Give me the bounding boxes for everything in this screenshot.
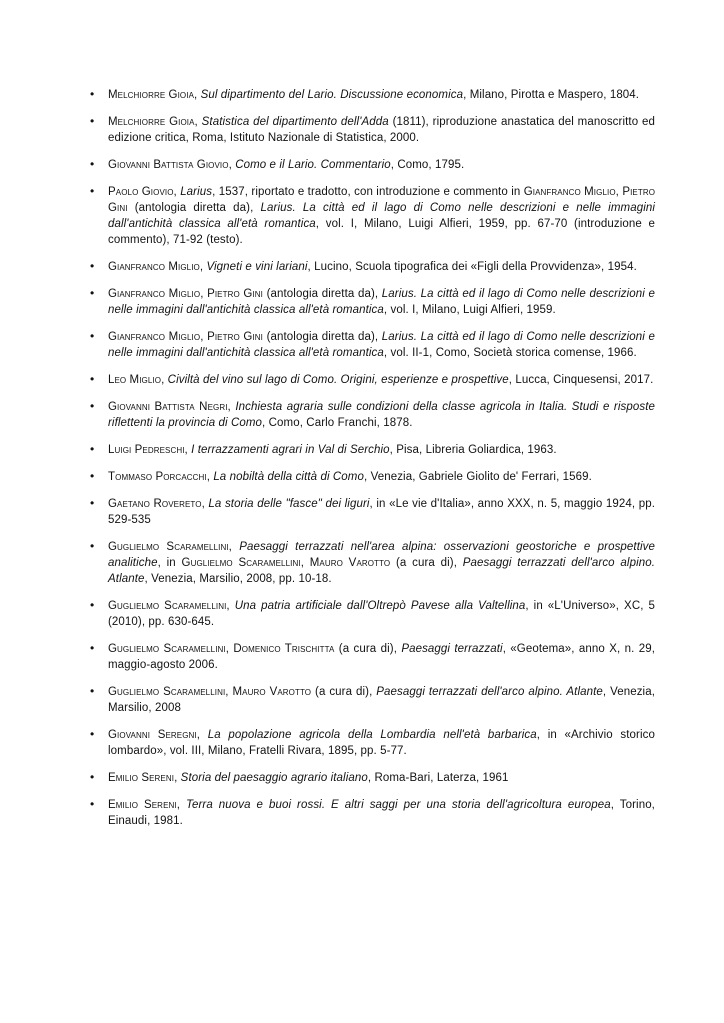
entry-detail: , — [184, 444, 192, 456]
bullet-icon: • — [90, 286, 95, 300]
author-name: Guglielmo Scaramellini — [108, 541, 229, 553]
bullet-icon: • — [90, 114, 95, 128]
entry-detail: , Como, Carlo Franchi, 1878. — [262, 417, 413, 429]
work-title: Inchiesta agraria sulle condizioni della classe agricola in Italia. Studi e risposte riflettenti la provincia di Como — [108, 401, 655, 429]
entry-detail: (antologia diretta da), — [262, 331, 382, 343]
author-name: Luigi Pedreschi — [108, 444, 185, 456]
entry-detail: , Torino, Einaudi, 1981. — [108, 799, 655, 827]
entry-detail: , — [200, 331, 208, 343]
author-name: Giovanni Battista Negri — [108, 401, 228, 413]
entry-text — [108, 288, 655, 316]
bibliography-entry — [89, 286, 655, 318]
author-name: Domenico Trischitta — [233, 643, 335, 655]
bullet-icon: • — [90, 87, 95, 101]
entry-detail: , Como, 1795. — [390, 159, 465, 171]
author-name: Guglielmo Scaramellini — [108, 643, 226, 655]
work-title: Como e il Lario. Commentario — [235, 159, 391, 171]
entry-text — [108, 772, 509, 784]
entry-text — [108, 374, 653, 386]
entry-detail: , Venezia, Marsilio, 2008 — [108, 686, 655, 714]
author-name: Gaetano Rovereto — [108, 498, 202, 510]
bullet-icon: • — [90, 496, 95, 510]
work-title: Una patria artificiale dall'Oltrepò Pavese alla Valtellina — [234, 600, 526, 612]
entry-detail: , vol. II-1, Como, Società storica comense, 1966. — [383, 347, 637, 359]
bullet-icon: • — [90, 770, 95, 784]
work-title: Statistica del dipartimento dell'Adda — [201, 116, 389, 128]
bullet-icon: • — [90, 598, 95, 612]
entry-detail: , — [225, 643, 234, 655]
entry-detail: , — [161, 374, 168, 386]
entry-detail: , — [174, 772, 181, 784]
bibliography-entry — [89, 539, 655, 587]
bibliography-entry — [89, 797, 655, 829]
entry-detail: , — [227, 401, 236, 413]
bullet-icon: • — [90, 727, 95, 741]
entry-detail: , in «Le vie d'Italia», anno XXX, n. 5, maggio 1924, pp. 529-535 — [108, 498, 655, 526]
entry-detail: (a cura di), — [311, 686, 377, 698]
entry-detail: , in «Archivio storico lombardo», vol. III, Milano, Fratelli Rivara, 1895, pp. 5-77. — [108, 729, 655, 757]
work-title: Larius. La città ed il lago di Como nelle descrizioni e nelle immagini dall'antichità classica all'età romantica — [108, 288, 655, 316]
author-name: Tommaso Porcacchi — [108, 471, 207, 483]
work-title: La nobiltà della città di Como — [213, 471, 364, 483]
entry-detail: , — [173, 186, 181, 198]
entry-detail: , — [228, 159, 236, 171]
entry-detail: (1811), riproduzione anastatica del manoscritto ed edizione critica, Roma, Istituto Nazionale di Statistica, 2000. — [108, 116, 656, 144]
entry-text — [108, 799, 655, 827]
entry-text — [108, 401, 655, 429]
entry-text — [108, 159, 464, 171]
author-name: Leo Miglio — [108, 374, 162, 386]
author-name: Gianfranco Miglio — [108, 261, 200, 273]
author-name: Gianfranco Miglio — [108, 288, 201, 300]
bibliography-entry — [89, 87, 655, 103]
bullet-icon: • — [90, 641, 95, 655]
bibliography-entry — [89, 770, 655, 786]
bullet-icon: • — [90, 539, 95, 553]
author-name: Guglielmo Scaramellini — [108, 600, 227, 612]
entry-detail: , — [196, 729, 208, 741]
bullet-icon: • — [90, 259, 95, 273]
entry-text — [108, 89, 639, 101]
entry-detail: , Venezia, Marsilio, 2008, pp. 10-18. — [144, 573, 332, 585]
author-name: Melchiorre Gioia — [108, 116, 195, 128]
work-title: Paesaggi terrazzati nell'area alpina: osservazioni geostoriche e prospettive analitiche — [108, 541, 656, 569]
bullet-icon: • — [90, 157, 95, 171]
bibliography-entry — [89, 598, 655, 630]
entry-detail: (antologia diretta da), — [262, 288, 382, 300]
entry-text — [108, 643, 655, 671]
bibliography-entry — [89, 496, 655, 528]
entry-detail: , — [226, 600, 235, 612]
entry-text — [108, 186, 655, 246]
entry-detail: , — [206, 471, 214, 483]
entry-detail: , — [200, 288, 208, 300]
bibliography-entry — [89, 399, 655, 431]
entry-detail: , — [615, 186, 623, 198]
author-name: Guglielmo Scaramellini — [181, 557, 301, 569]
author-name: Pietro Gini — [108, 186, 656, 214]
entry-detail: , vol. I, Milano, Luigi Alfieri, 1959, pp. 67-70 (introduzione e commento), 71-92 (testo). — [108, 218, 656, 246]
author-name: Emilio Sereni — [108, 772, 175, 784]
entry-detail: (a cura di), — [334, 643, 402, 655]
bullet-icon: • — [90, 372, 95, 386]
bibliography-entry — [89, 329, 655, 361]
entry-detail: , Venezia, Gabriele Giolito de' Ferrari, 1569. — [363, 471, 592, 483]
entry-detail: , Lucino, Scuola tipografica dei «Figli della Provvidenza», 1954. — [307, 261, 637, 273]
bibliography-entry — [89, 442, 655, 458]
author-name: Gianfranco Miglio — [108, 331, 201, 343]
entry-detail: , Roma-Bari, Laterza, 1961 — [367, 772, 509, 784]
bibliography-entry — [89, 684, 655, 716]
entry-detail: , 1537, riportato e tradotto, con introduzione e commento in — [212, 186, 524, 198]
entry-text — [108, 444, 557, 456]
work-title: Larius — [180, 186, 213, 198]
entry-text — [108, 471, 592, 483]
entry-detail: , — [228, 541, 240, 553]
bullet-icon: • — [90, 469, 95, 483]
author-name: Emilio Sereni — [108, 799, 177, 811]
entry-text — [108, 116, 655, 144]
entry-detail: , — [225, 686, 233, 698]
author-name: Pietro Gini — [207, 288, 263, 300]
entry-detail: , — [194, 116, 202, 128]
work-title: Larius. La città ed il lago di Como nelle descrizioni e nelle immagini dall'antichità classica all'età romantica — [108, 331, 655, 359]
bullet-icon: • — [90, 797, 95, 811]
bullet-icon: • — [90, 329, 95, 343]
entry-detail: , Pisa, Libreria Goliardica, 1963. — [389, 444, 557, 456]
work-title: Larius. La città ed il lago di Como nelle descrizioni e nelle immagini dall'antichità classica all'età romantica — [108, 202, 655, 230]
author-name: Melchiorre Gioia — [108, 89, 194, 101]
author-name: Paolo Giovio — [108, 186, 174, 198]
entry-detail: , — [194, 89, 201, 101]
entry-detail: (antologia diretta da), — [127, 202, 261, 214]
entry-text — [108, 729, 655, 757]
bullet-icon: • — [90, 184, 95, 198]
bibliography-entry — [89, 184, 655, 248]
entry-text — [108, 331, 655, 359]
bullet-icon: • — [90, 442, 95, 456]
author-name: Giovanni Seregni — [108, 729, 197, 741]
work-title: Sul dipartimento del Lario. Discussione economica — [200, 89, 464, 101]
bibliography-entry — [89, 259, 655, 275]
bibliography-entry — [89, 157, 655, 173]
entry-detail: , in — [157, 557, 182, 569]
author-name: Mauro Varotto — [309, 557, 391, 569]
work-title: Paesaggi terrazzati dell'arco alpino. Atlante — [376, 686, 603, 698]
work-title: Storia del paesaggio agrario italiano — [180, 772, 368, 784]
work-title: Vigneti e vini lariani — [206, 261, 308, 273]
bullet-icon: • — [90, 399, 95, 413]
entry-detail: , — [176, 799, 186, 811]
entry-detail: (a cura di), — [390, 557, 463, 569]
entry-text — [108, 600, 655, 628]
entry-detail: , — [201, 498, 209, 510]
entry-text — [108, 261, 637, 273]
entry-detail: , vol. I, Milano, Luigi Alfieri, 1959. — [383, 304, 556, 316]
bibliography-entry — [89, 727, 655, 759]
entry-text — [108, 498, 655, 526]
entry-detail: , Lucca, Cinquesensi, 2017. — [508, 374, 654, 386]
work-title: Terra nuova e buoi rossi. E altri saggi per una storia dell'agricoltura europea — [185, 799, 611, 811]
work-title: Paesaggi terrazzati dell'arco alpino. Atlante — [108, 557, 656, 585]
entry-detail: , — [300, 557, 310, 569]
work-title: I terrazzamenti agrari in Val di Serchio — [191, 444, 390, 456]
entry-detail: , in «L'Universo», XC, 5 (2010), pp. 630-645. — [108, 600, 656, 628]
entry-detail: , Milano, Pirotta e Maspero, 1804. — [463, 89, 640, 101]
bibliography-entry — [89, 641, 655, 673]
bullet-icon: • — [90, 684, 95, 698]
bibliography-list — [89, 87, 655, 840]
bibliography-entry — [89, 114, 655, 146]
entry-text — [108, 686, 655, 714]
author-name: Pietro Gini — [207, 331, 263, 343]
work-title: Civiltà del vino sul lago di Como. Origini, esperienze e prospettive — [167, 374, 509, 386]
bibliography-entry — [89, 469, 655, 485]
author-name: Guglielmo Scaramellini — [108, 686, 226, 698]
work-title: Paesaggi terrazzati — [401, 643, 503, 655]
author-name: Giovanni Battista Giovio — [108, 159, 229, 171]
author-name: Gianfranco Miglio — [523, 186, 616, 198]
entry-detail: , — [199, 261, 207, 273]
work-title: La storia delle "fasce" dei liguri — [208, 498, 370, 510]
entry-detail: , «Geotema», anno X, n. 29, maggio-agosto 2006. — [108, 643, 655, 671]
entry-text — [108, 541, 655, 585]
author-name: Mauro Varotto — [232, 686, 312, 698]
bibliography-entry — [89, 372, 655, 388]
work-title: La popolazione agricola della Lombardia nell'età barbarica — [207, 729, 537, 741]
